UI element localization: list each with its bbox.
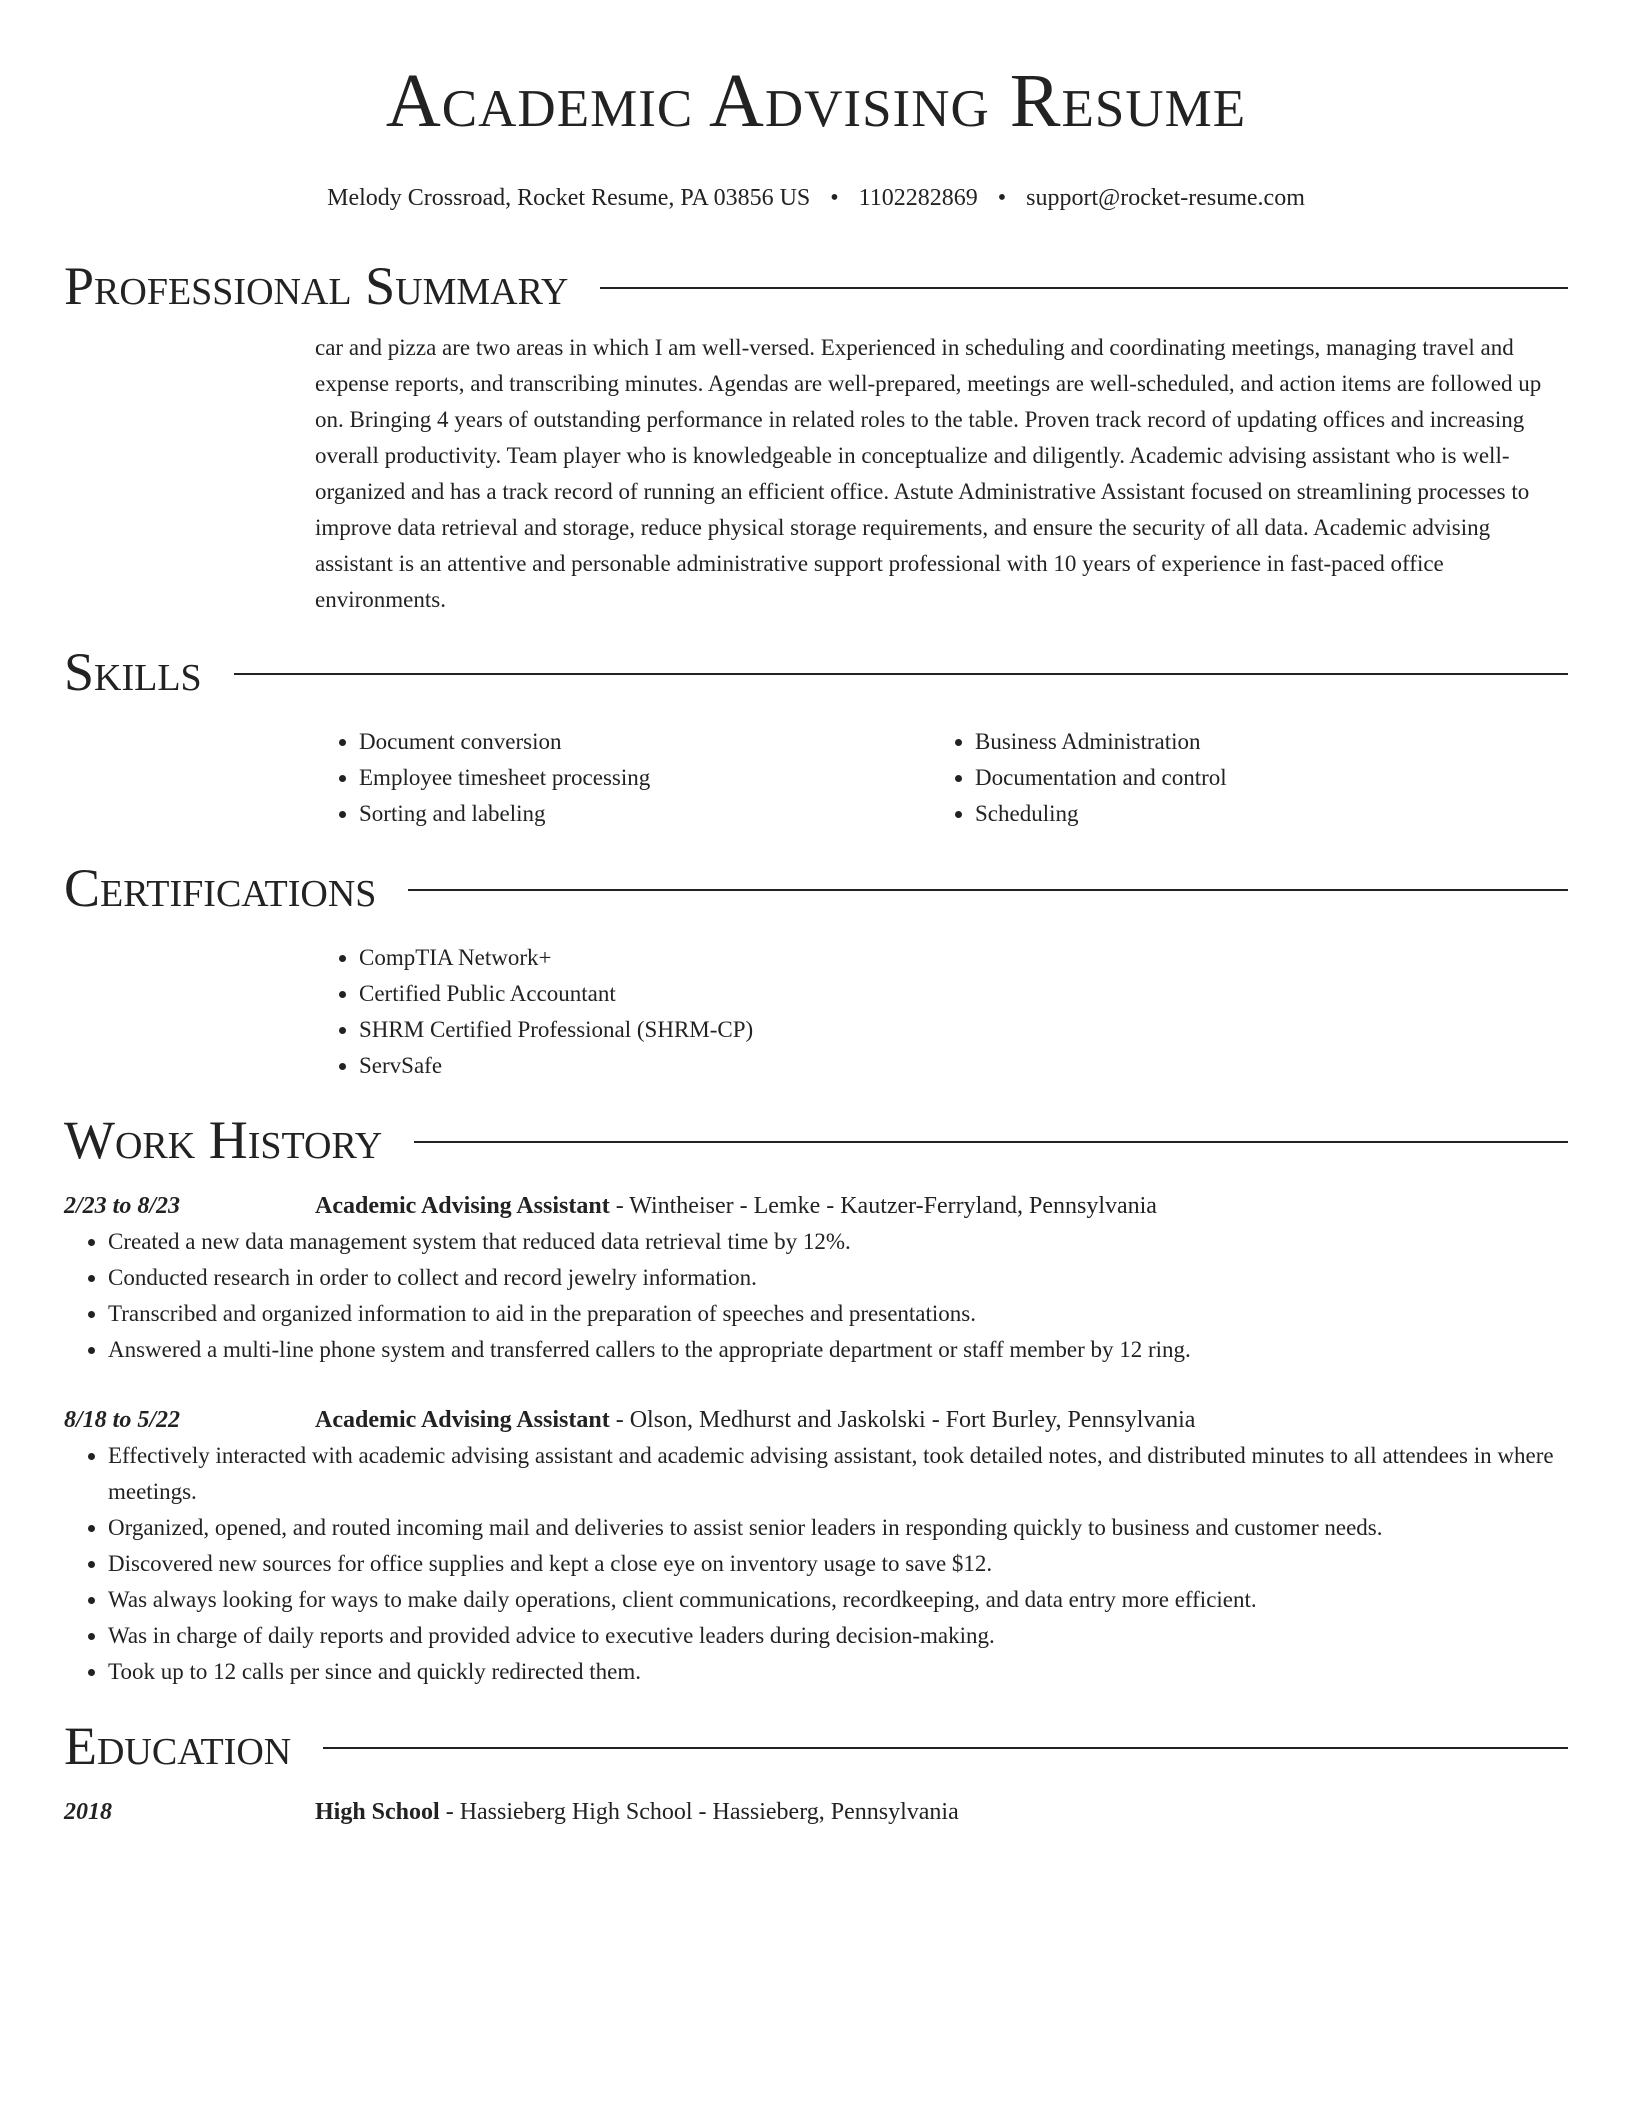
- job-bullet: • Organized, opened, and routed incoming mail and deliveries to assist senior leaders in responding quickly to business and customer needs.: [108, 1510, 1568, 1546]
- education-school: - Hassieberg High School - Hassieberg, Pennsylvania: [445, 1799, 959, 1825]
- summary-text: car and pizza are two areas in which I am well-versed. Experienced in scheduling and coordinating meetings, managing travel and expense reports, and transcribing minutes. Agendas are well-prepared, meetings are well-scheduled, and action items are followed up on. Bringing 4 years of outstanding performance in related roles to the table. Proven track record of updating offices and increasing overall productivity. Team player who is knowledgeable in conceptualize and diligently. Academic advising assistant who is well-organized and has a track record of running an efficient office. Astute Administrative Assistant focused on streamlining processes to improve data retrieval and storage, reduce physical storage requirements, and ensure the security of all data. Academic advising assistant is an attentive and personable administrative support professional with 10 years of experience in fast-paced office environments.: [315, 335, 1542, 612]
- skill-item: • Document conversion: [359, 724, 931, 760]
- skills-list: [315, 724, 1568, 832]
- certification-item: • ServSafe: [359, 1048, 1568, 1084]
- skills-column-left: [315, 724, 931, 832]
- certification-item: • SHRM Certified Professional (SHRM-CP): [359, 1012, 1568, 1048]
- skill-item: • Documentation and control: [975, 760, 1568, 796]
- job-bullets: [64, 1438, 1568, 1690]
- certifications-heading: Certifications: [64, 858, 377, 918]
- skill-item: • Business Administration: [975, 724, 1568, 760]
- job-entry: [64, 1402, 1568, 1690]
- skill-item: • Employee timesheet processing: [359, 760, 931, 796]
- contact-line: [64, 182, 1568, 214]
- contact-separator: •: [830, 185, 839, 211]
- education-year: 2018: [64, 1799, 112, 1825]
- job-bullet: • Discovered new sources for office supplies and kept a close eye on inventory usage to save $12.: [108, 1546, 1568, 1582]
- resume-title: Academic Advising Resume: [385, 59, 1247, 143]
- skill-item: • Sorting and labeling: [359, 796, 931, 832]
- skills-column-right: [931, 724, 1568, 832]
- job-bullet: • Conducted research in order to collect and record jewelry information.: [108, 1260, 1568, 1296]
- job-bullet: • Created a new data management system that reduced data retrieval time by 12%.: [108, 1224, 1568, 1260]
- education-entry: [64, 1794, 1568, 1830]
- contact-email: support@rocket-resume.com: [1026, 185, 1305, 211]
- education-degree: High School: [315, 1799, 440, 1825]
- skills-section-heading: [64, 642, 1568, 702]
- section-divider: [323, 1747, 1568, 1749]
- job-header: [64, 1188, 1568, 1224]
- job-employer: - Wintheiser - Lemke - Kautzer-Ferryland, Pennsylvania: [615, 1193, 1157, 1219]
- section-divider: [234, 673, 1568, 675]
- certifications-list: [315, 940, 1568, 1084]
- summary-heading: Professional Summary: [64, 256, 569, 316]
- job-entry: [64, 1188, 1568, 1368]
- education-heading-line: [315, 1794, 959, 1830]
- job-bullet: • Was always looking for ways to make daily operations, client communications, recordkeeping, and data entry more efficient.: [108, 1582, 1568, 1618]
- section-divider: [408, 889, 1568, 891]
- job-bullet: • Transcribed and organized information to aid in the preparation of speeches and presentations.: [108, 1296, 1568, 1332]
- job-heading-line: [315, 1188, 1157, 1224]
- job-title: Academic Advising Assistant: [315, 1193, 610, 1219]
- job-dates: 8/18 to 5/22: [64, 1407, 181, 1433]
- job-dates: 2/23 to 8/23: [64, 1193, 181, 1219]
- contact-address: Melody Crossroad, Rocket Resume, PA 03856 US: [327, 185, 811, 211]
- job-bullet: • Answered a multi-line phone system and transferred callers to the appropriate department or staff member by 12 ring.: [108, 1332, 1568, 1368]
- work-heading: Work History: [64, 1110, 383, 1170]
- job-bullets: [64, 1224, 1568, 1368]
- job-bullet: • Took up to 12 calls per since and quickly redirected them.: [108, 1654, 1568, 1690]
- work-section-heading: [64, 1110, 1568, 1170]
- summary-section-heading: [64, 256, 1568, 316]
- certification-item: • Certified Public Accountant: [359, 976, 1568, 1012]
- skills-heading: Skills: [64, 642, 202, 702]
- job-title: Academic Advising Assistant: [315, 1407, 610, 1433]
- job-employer: - Olson, Medhurst and Jaskolski - Fort Burley, Pennsylvania: [615, 1407, 1196, 1433]
- summary-body: [315, 330, 1568, 618]
- contact-phone: 1102282869: [858, 185, 978, 211]
- contact-separator: •: [997, 185, 1007, 211]
- certification-item: • CompTIA Network+: [359, 940, 1568, 976]
- education-header: [64, 1794, 1568, 1830]
- education-heading: Education: [64, 1716, 292, 1776]
- education-section-heading: [64, 1716, 1568, 1776]
- job-heading-line: [315, 1402, 1195, 1438]
- job-bullet: • Was in charge of daily reports and provided advice to executive leaders during decision-making.: [108, 1618, 1568, 1654]
- certifications-bullets: [315, 940, 1568, 1084]
- job-bullet: • Effectively interacted with academic advising assistant and academic advising assistant, took detailed notes, and distributed minutes to all attendees in where meetings.: [108, 1438, 1568, 1510]
- certifications-section-heading: [64, 858, 1568, 918]
- section-divider: [414, 1141, 1568, 1143]
- section-divider: [600, 287, 1568, 289]
- skill-item: • Scheduling: [975, 796, 1568, 832]
- job-header: [64, 1402, 1568, 1438]
